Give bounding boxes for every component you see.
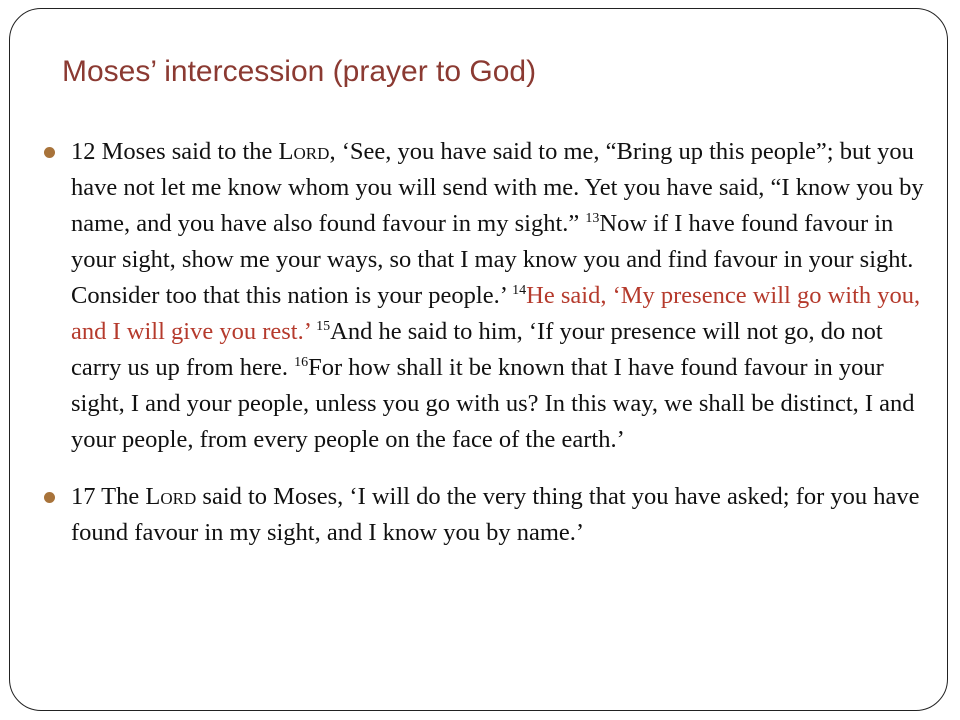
verse-16-text: For how shall it be known that I have found favour in your sight, I and your people, unless you go with us? In this way, we shall be distinct, I and your people, from every people on the face of the earth.’ (71, 354, 915, 453)
slide-title: Moses’ intercession (prayer to God) (62, 55, 537, 88)
lord-small-caps: ord (293, 138, 330, 165)
bullet-list (44, 134, 924, 551)
bullet-icon (44, 147, 55, 158)
verse-number-16: 16 (294, 355, 309, 370)
verse-17-text-a: 17 The L (71, 483, 161, 510)
verse-15-text: And he said to him, ‘If your presence will not go, do not carry us up from here. (71, 318, 883, 381)
verse-number-14: 14 (512, 283, 527, 298)
verse-13-text: Now if I have found favour in your sight, show me your ways, so that I may know you and find favour in your sight. Consider too that this nation is your people.’ (71, 210, 914, 309)
bullet-icon (44, 492, 55, 503)
verse-number-15: 15 (316, 319, 331, 334)
verse-14-highlighted-text: He said, ‘My presence will go with you, and I will give you rest.’ (71, 282, 921, 345)
paragraph-exodus-33-12-16 (44, 134, 924, 458)
verse-number-13: 13 (585, 211, 600, 226)
verse-12-text-a: 12 Moses said to the L (71, 138, 294, 165)
verse-12-text-b: , ‘See, you have said to me, “Bring up this people”; but you have not let me know whom you will send with me. Yet you have said, “I know you by name, and you have also found favour in my sight.” (71, 138, 924, 237)
lord-small-caps: ord (160, 483, 197, 510)
paragraph-exodus-33-17 (44, 479, 924, 551)
verse-17-text-b: said to Moses, ‘I will do the very thing that you have asked; for you have found favour in my sight, and I know you by name.’ (71, 483, 920, 546)
